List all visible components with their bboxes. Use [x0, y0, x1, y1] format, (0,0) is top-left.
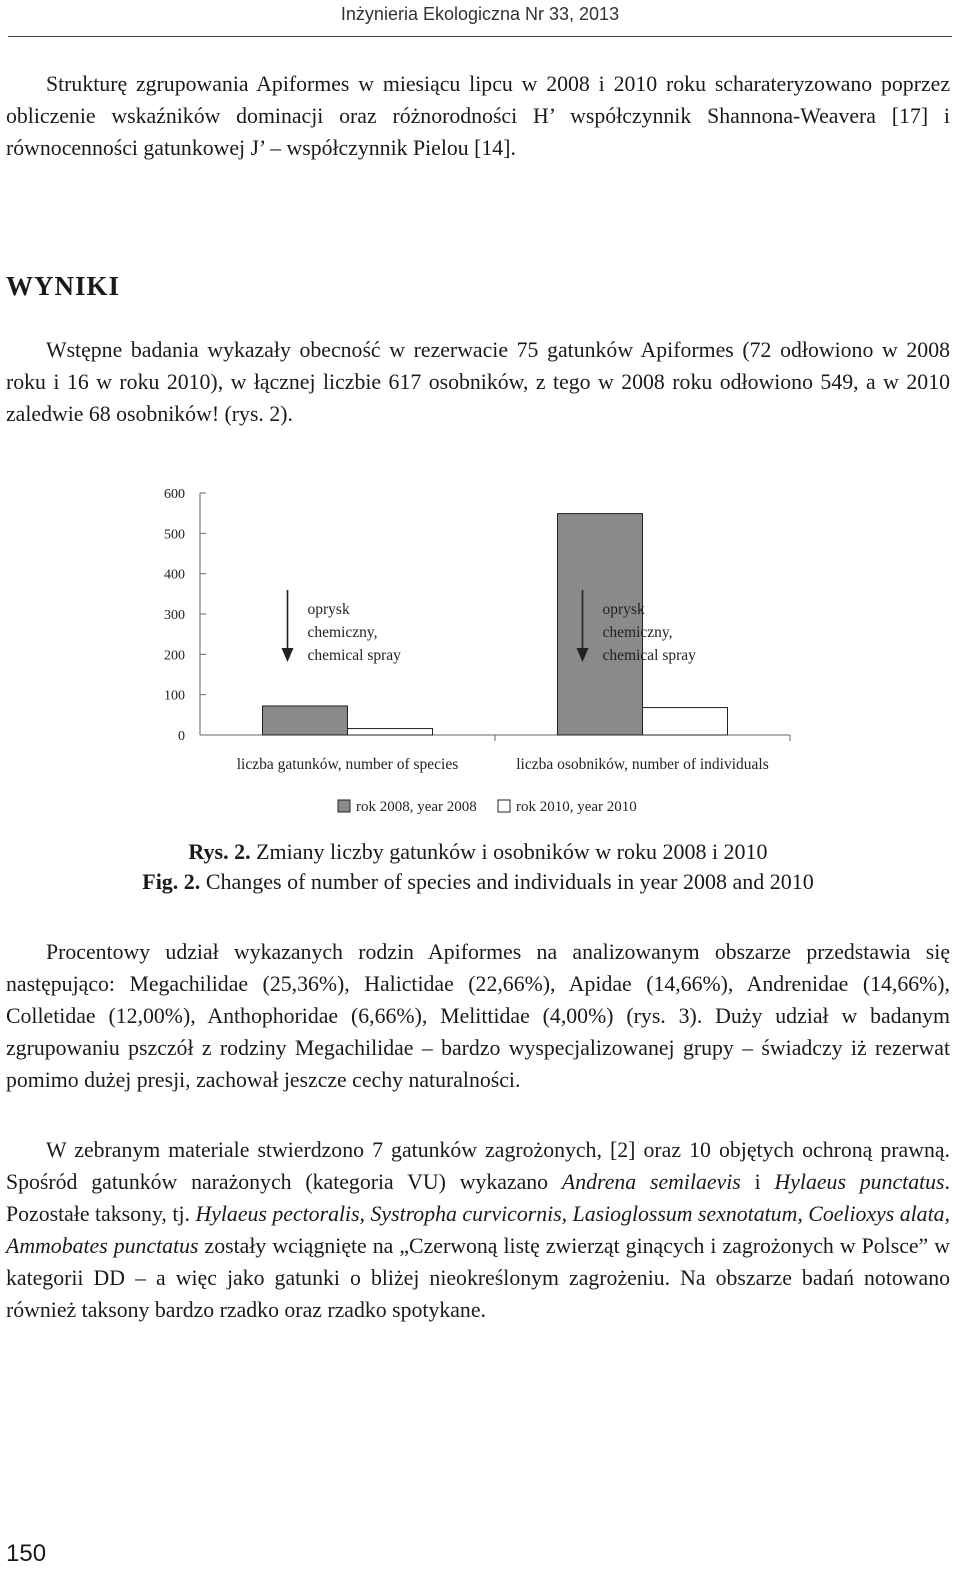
species-name: Andrena semilaevis — [561, 1170, 741, 1194]
body-paragraph-1 — [6, 936, 950, 1096]
body-text-1: Procentowy udział wykazanych rodzin Apiformes na analizowanym obszarze przedstawia się następująco: Megachilidae (25,36%), Halictidae (22,66%), Apidae (14,66%), Andrenidae (14,66%), Colletidae (12,00%), Anthophoridae (6,66%), Melittidae (4,00%) (rys. 3). Duży udział w badanym zgrupowaniu pszczół z rodziny Megachilidae – bardzo wyspecjalizowanej grupy – świadczy iż rezerwat pomimo dużej presji, zachował jeszcze cechy naturalności. — [6, 940, 950, 1092]
legend-swatch — [498, 800, 510, 812]
chart-annotations — [282, 590, 697, 664]
spray-annotation-text: oprysk — [602, 601, 645, 618]
bar — [263, 706, 348, 735]
results-text: Wstępne badania wykazały obecność w rezerwacie 75 gatunków Apiformes (72 odłowiono w 2008 roku i 16 w roku 2010), w łącznej liczbie 617 osobników, z tego w 2008 roku odłowiono 549, a w 2010 zaledwie 68 osobników! (rys. 2). — [6, 338, 950, 426]
y-tick-label: 0 — [178, 729, 185, 744]
y-tick-label: 400 — [164, 567, 185, 583]
y-tick-label: 600 — [164, 487, 185, 502]
body-text-2a: W zebranym materiale stwierdzono 7 gatunków zagrożonych, [2] oraz 10 objętych ochroną prawną. Spośród gatunków narażonych (kategoria VU) wykazano — [6, 1138, 950, 1194]
spray-annotation-text: chemical spray — [307, 647, 401, 664]
header-rule — [8, 36, 952, 37]
caption-pl-label: Rys. 2. — [188, 839, 251, 864]
section-heading: WYNIKI — [6, 271, 121, 301]
caption-pl-text: Zmiany liczby gatunków i osobników w roku 2008 i 2010 — [256, 839, 768, 864]
bar — [643, 708, 728, 735]
results-paragraph — [6, 334, 950, 430]
running-header: Inżynieria Ekologiczna Nr 33, 2013 — [340, 4, 620, 24]
legend-label: rok 2008, year 2008 — [356, 799, 477, 815]
bar-chart — [150, 480, 810, 830]
body-paragraph-2 — [6, 1134, 950, 1326]
y-tick-label: 100 — [164, 688, 185, 704]
body-text-2d: zostały wciągnięte na „Czerwoną listę zwierząt ginących i zagrożonych w Polsce” w kategorii DD – a więc jako gatunki o bliżej nieokreślonym zagrożeniu. Na obszarze badań notowano również taksony bardzo rzadko oraz rzadko spotykane. — [6, 1234, 950, 1322]
body-text-2c: . Pozostałe taksony, tj. — [6, 1170, 950, 1226]
body-text-2b: i — [740, 1170, 775, 1194]
page-number: 150 — [6, 1540, 47, 1567]
spray-arrowhead — [282, 648, 294, 662]
species-list: Hylaeus pectoralis, Systropha curvicornis, Lasioglossum sexnotatum, Coelioxys alata, Ammobates punctatus — [6, 1202, 950, 1258]
spray-annotation-text: oprysk — [307, 601, 350, 618]
intro-text: Strukturę zgrupowania Apiformes w miesiącu lipcu w 2008 i 2010 roku scharateryzowano poprzez obliczenie wskaźników dominacji oraz różnorodności H’ współczynnik Shannona-Weavera [17] i równocenności gatunkowej J’ – współczynnik Pielou [14]. — [6, 72, 950, 160]
spray-annotation-text: chemiczny, — [602, 624, 673, 641]
figure-caption-pl — [6, 838, 950, 866]
legend-swatch — [338, 800, 350, 812]
caption-en-text: Changes of number of species and individuals in year 2008 and 2010 — [205, 869, 814, 894]
bar — [348, 729, 433, 735]
species-name: Hylaeus punctatus — [774, 1170, 945, 1194]
spray-annotation-text: chemiczny, — [307, 624, 378, 641]
chart-legend — [338, 799, 637, 815]
legend-label: rok 2010, year 2010 — [516, 799, 637, 815]
y-tick-label: 200 — [164, 648, 185, 664]
category-label: liczba gatunków, number of species — [236, 756, 459, 773]
category-label: liczba osobników, number of individuals — [516, 756, 769, 773]
y-tick-label: 500 — [164, 527, 185, 543]
intro-paragraph — [6, 68, 950, 164]
y-tick-label: 300 — [164, 608, 185, 623]
figure-caption-en — [6, 868, 950, 896]
spray-annotation-text: chemical spray — [602, 647, 696, 664]
caption-en-label: Fig. 2. — [142, 869, 201, 894]
